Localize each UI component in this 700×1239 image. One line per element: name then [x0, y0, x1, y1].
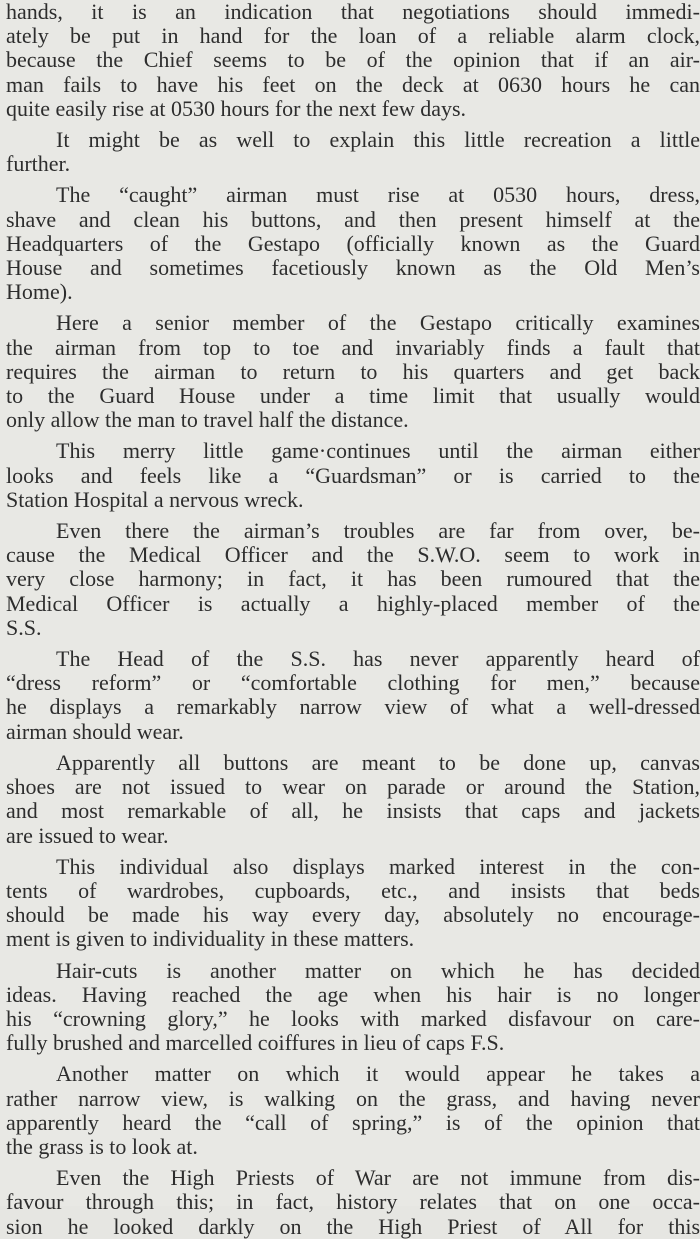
text-line: This merry little game·continues until the airman either: [56, 438, 700, 464]
text-line: Medical Officer is actually a highly-placed member of the: [6, 590, 700, 616]
text-line: Home).: [6, 279, 73, 305]
paragraph: [6, 855, 700, 952]
body-text: [6, 0, 700, 1239]
text-line: favour through this; in fact, history relates that on one occa-: [6, 1189, 700, 1215]
text-line: Station Hospital a nervous wreck.: [6, 486, 304, 512]
text-line: hands, it is an indication that negotiations should immedi-: [6, 0, 700, 24]
paragraph: [6, 1166, 700, 1239]
text-line: because the Chief seems to be of the opinion that if an air-: [6, 47, 700, 73]
text-line: “dress reform” or “comfortable clothing for men,” because: [6, 670, 700, 696]
paragraph: [6, 183, 700, 304]
paragraph: [6, 959, 700, 1056]
text-line: fully brushed and marcelled coiffures in lieu of caps F.S.: [6, 1030, 505, 1056]
text-line: House and sometimes facetiously known as the Old Men’s: [6, 255, 700, 281]
text-line: Another matter on which it would appear he takes a: [56, 1061, 700, 1087]
text-line: very close harmony; in fact, it has been rumoured that the: [6, 566, 700, 592]
text-line: looks and feels like a “Guardsman” or is carried to the: [6, 462, 700, 488]
text-line: sion he looked darkly on the High Priest of All for this: [6, 1213, 700, 1239]
paragraph: [6, 311, 700, 432]
text-line: are issued to wear.: [6, 822, 169, 848]
text-line: shave and clean his buttons, and then present himself at the: [6, 206, 700, 232]
text-line: This individual also displays marked interest in the con-: [56, 853, 700, 879]
text-line: man fails to have his feet on the deck at 0630 hours he can: [6, 71, 700, 97]
text-line: ment is given to individuality in these matters.: [6, 926, 415, 952]
text-line: Even there the airman’s troubles are far from over, be-: [56, 518, 700, 544]
paragraph: [6, 1062, 700, 1159]
text-line: The Head of the S.S. has never apparently heard of: [56, 646, 700, 672]
text-line: Hair-cuts is another matter on which he has decided: [56, 957, 700, 983]
text-line: requires the airman to return to his quarters and get back: [6, 358, 700, 384]
text-line: rather narrow view, is walking on the grass, and having never: [6, 1085, 700, 1111]
text-line: the airman from top to toe and invariably finds a fault that: [6, 334, 700, 360]
text-line: Here a senior member of the Gestapo critically examines: [56, 310, 700, 336]
text-line: The “caught” airman must rise at 0530 hours, dress,: [56, 182, 700, 208]
text-line: and most remarkable of all, he insists that caps and jackets: [6, 798, 700, 824]
text-line: cause the Medical Officer and the S.W.O. seem to work in: [6, 542, 700, 568]
text-line: shoes are not issued to wear on parade or around the Station,: [6, 774, 700, 800]
text-line: S.S.: [6, 614, 42, 640]
text-line: his “crowning glory,” he looks with marked disfavour on care-: [6, 1005, 700, 1031]
text-line: It might be as well to explain this little recreation a little: [56, 127, 700, 153]
paragraph: [6, 0, 700, 121]
text-line: apparently heard the “call of spring,” is of the opinion that: [6, 1109, 700, 1135]
text-line: only allow the man to travel half the distance.: [6, 407, 409, 433]
paragraph: [6, 647, 700, 744]
text-line: the grass is to look at.: [6, 1133, 198, 1159]
text-line: quite easily rise at 0530 hours for the next few days.: [6, 95, 467, 121]
text-line: further.: [6, 151, 71, 177]
text-line: Apparently all buttons are meant to be done up, canvas: [56, 749, 700, 775]
text-line: tents of wardrobes, cupboards, etc., and insists that beds: [6, 877, 700, 903]
text-line: to the Guard House under a time limit that usually would: [6, 383, 700, 409]
text-line: Headquarters of the Gestapo (officially known as the Guard: [6, 230, 700, 256]
text-line: ately be put in hand for the loan of a reliable alarm clock,: [6, 23, 700, 49]
text-line: ideas. Having reached the age when his hair is no longer: [6, 981, 700, 1007]
paragraph: [6, 519, 700, 640]
text-line: Even the High Priests of War are not immune from dis-: [56, 1165, 700, 1191]
text-line: airman should wear.: [6, 718, 184, 744]
text-line: he displays a remarkably narrow view of what a well-dressed: [6, 694, 700, 720]
paragraph: [6, 439, 700, 512]
paragraph: [6, 751, 700, 848]
text-line: should be made his way every day, absolutely no encourage-: [6, 902, 700, 928]
paragraph: [6, 128, 700, 176]
